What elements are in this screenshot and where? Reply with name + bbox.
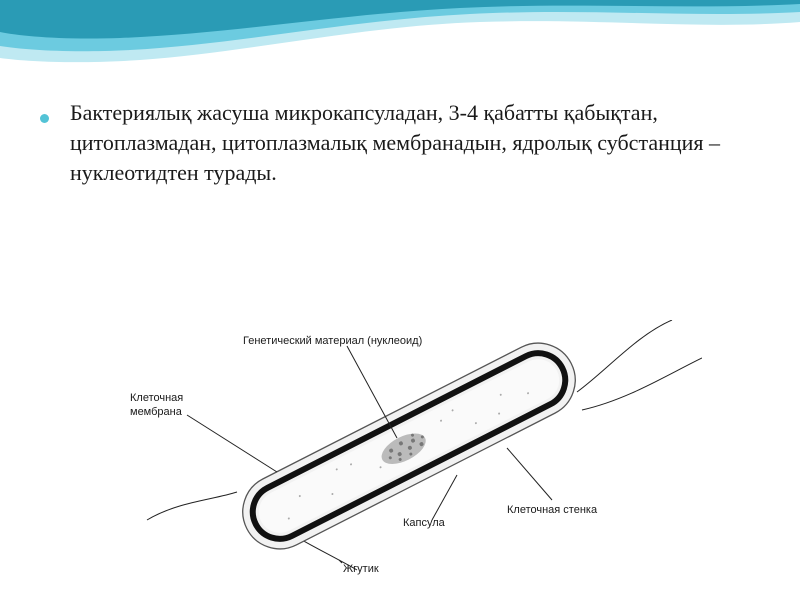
bullet-text: Бактериялық жасуша микрокапсуладан, 3-4 қабатты қабықтан, цитоплазмадан, цитоплазмалық мембранадын, ядролық субстанция – нуклеотидтен турады.: [70, 100, 721, 185]
cell-wall-label: Клеточная стенка: [507, 504, 598, 516]
bullet-item: [40, 98, 740, 188]
header-wave-decoration: [0, 0, 800, 90]
membrane-label-line1: Клеточная: [130, 392, 184, 404]
nucleoid-label: Генетический материал (нуклеоид): [243, 335, 423, 347]
membrane-label-line2: мембрана: [130, 406, 182, 418]
bacterial-cell-diagram: [107, 320, 702, 578]
bullet-dot-icon: [40, 114, 49, 123]
flagellum-label: Жгутик: [343, 563, 379, 575]
capsule-label: Капсула: [403, 517, 445, 529]
